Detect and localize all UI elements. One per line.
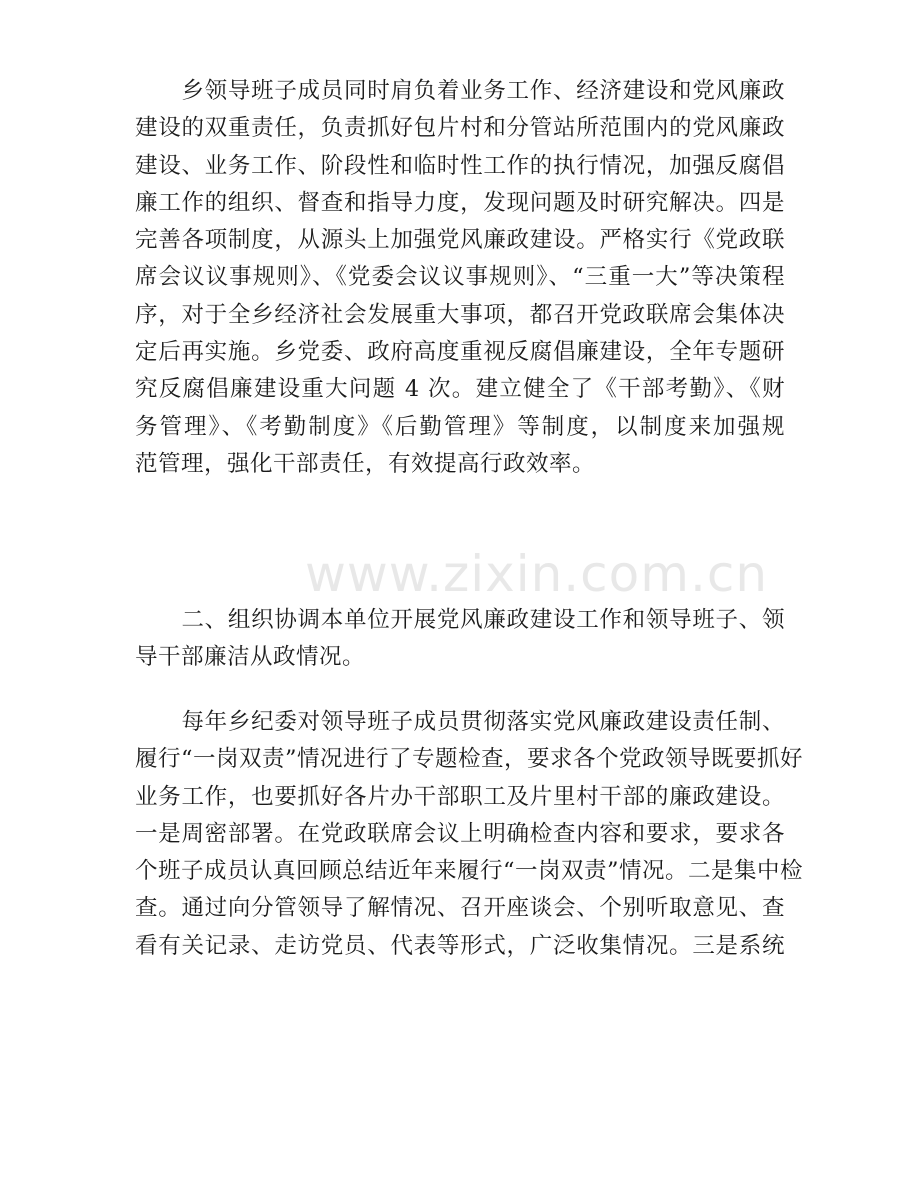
- text-line: 导干部廉洁从政情况。: [135, 644, 366, 671]
- text-line: 个班子成员认真回顾总结近年来履行“一岗双责”情况。二是集中检: [135, 858, 804, 885]
- text-line: 履行“一岗双责”情况进行了专题检查，要求各个党政领导既要抓好: [135, 746, 804, 773]
- paragraph-3: [135, 704, 804, 965]
- text-line: 一是周密部署。在党政联席会议上明确检查内容和要求，要求各: [135, 820, 785, 847]
- text-line: 每年乡纪委对领导班子成员贯彻落实党风廉政建设责任制、: [135, 709, 785, 735]
- text-line: 究反腐倡廉建设重大问题 4 次。建立健全了《干部考勤》、《财: [135, 376, 785, 403]
- text-line: 看有关记录、走访党员、代表等形式，广泛收集情况。三是系统: [135, 932, 785, 959]
- text-line: 建设的双重责任，负责抓好包片村和分管站所范围内的党风廉政: [135, 115, 785, 142]
- watermark: www.zixin.com.cn: [305, 545, 769, 603]
- text-line: 业务工作，也要抓好各片办干部职工及片里村干部的廉政建设。: [135, 783, 785, 810]
- text-line: 乡领导班子成员同时肩负着业务工作、经济建设和党风廉政: [135, 78, 785, 104]
- text-line: 查。通过向分管领导了解情况、召开座谈会、个别听取意见、查: [135, 895, 785, 922]
- section-heading-paragraph: [135, 602, 785, 677]
- text-line: 序，对于全乡经济社会发展重大事项，都召开党政联席会集体决: [135, 301, 785, 328]
- text-line: 务管理》、《考勤制度》《后勤管理》等制度，以制度来加强规: [135, 413, 785, 440]
- text-line: 范管理，强化干部责任，有效提高行政效率。: [135, 450, 596, 477]
- text-line: 二、组织协调本单位开展党风廉政建设工作和领导班子、领: [135, 607, 785, 633]
- text-line: 席会议议事规则》、《党委会议议事规则》、“三重一大”等决策程: [135, 264, 785, 291]
- text-line: 廉工作的组织、督查和指导力度，发现问题及时研究解决。四是: [135, 189, 785, 216]
- text-line: 建设、业务工作、阶段性和临时性工作的执行情况，加强反腐倡: [135, 152, 785, 179]
- text-line: 定后再实施。乡党委、政府高度重视反腐倡廉建设，全年专题研: [135, 339, 785, 366]
- paragraph-1: [135, 73, 785, 483]
- text-line: 完善各项制度，从源头上加强党风廉政建设。严格实行《党政联: [135, 227, 785, 254]
